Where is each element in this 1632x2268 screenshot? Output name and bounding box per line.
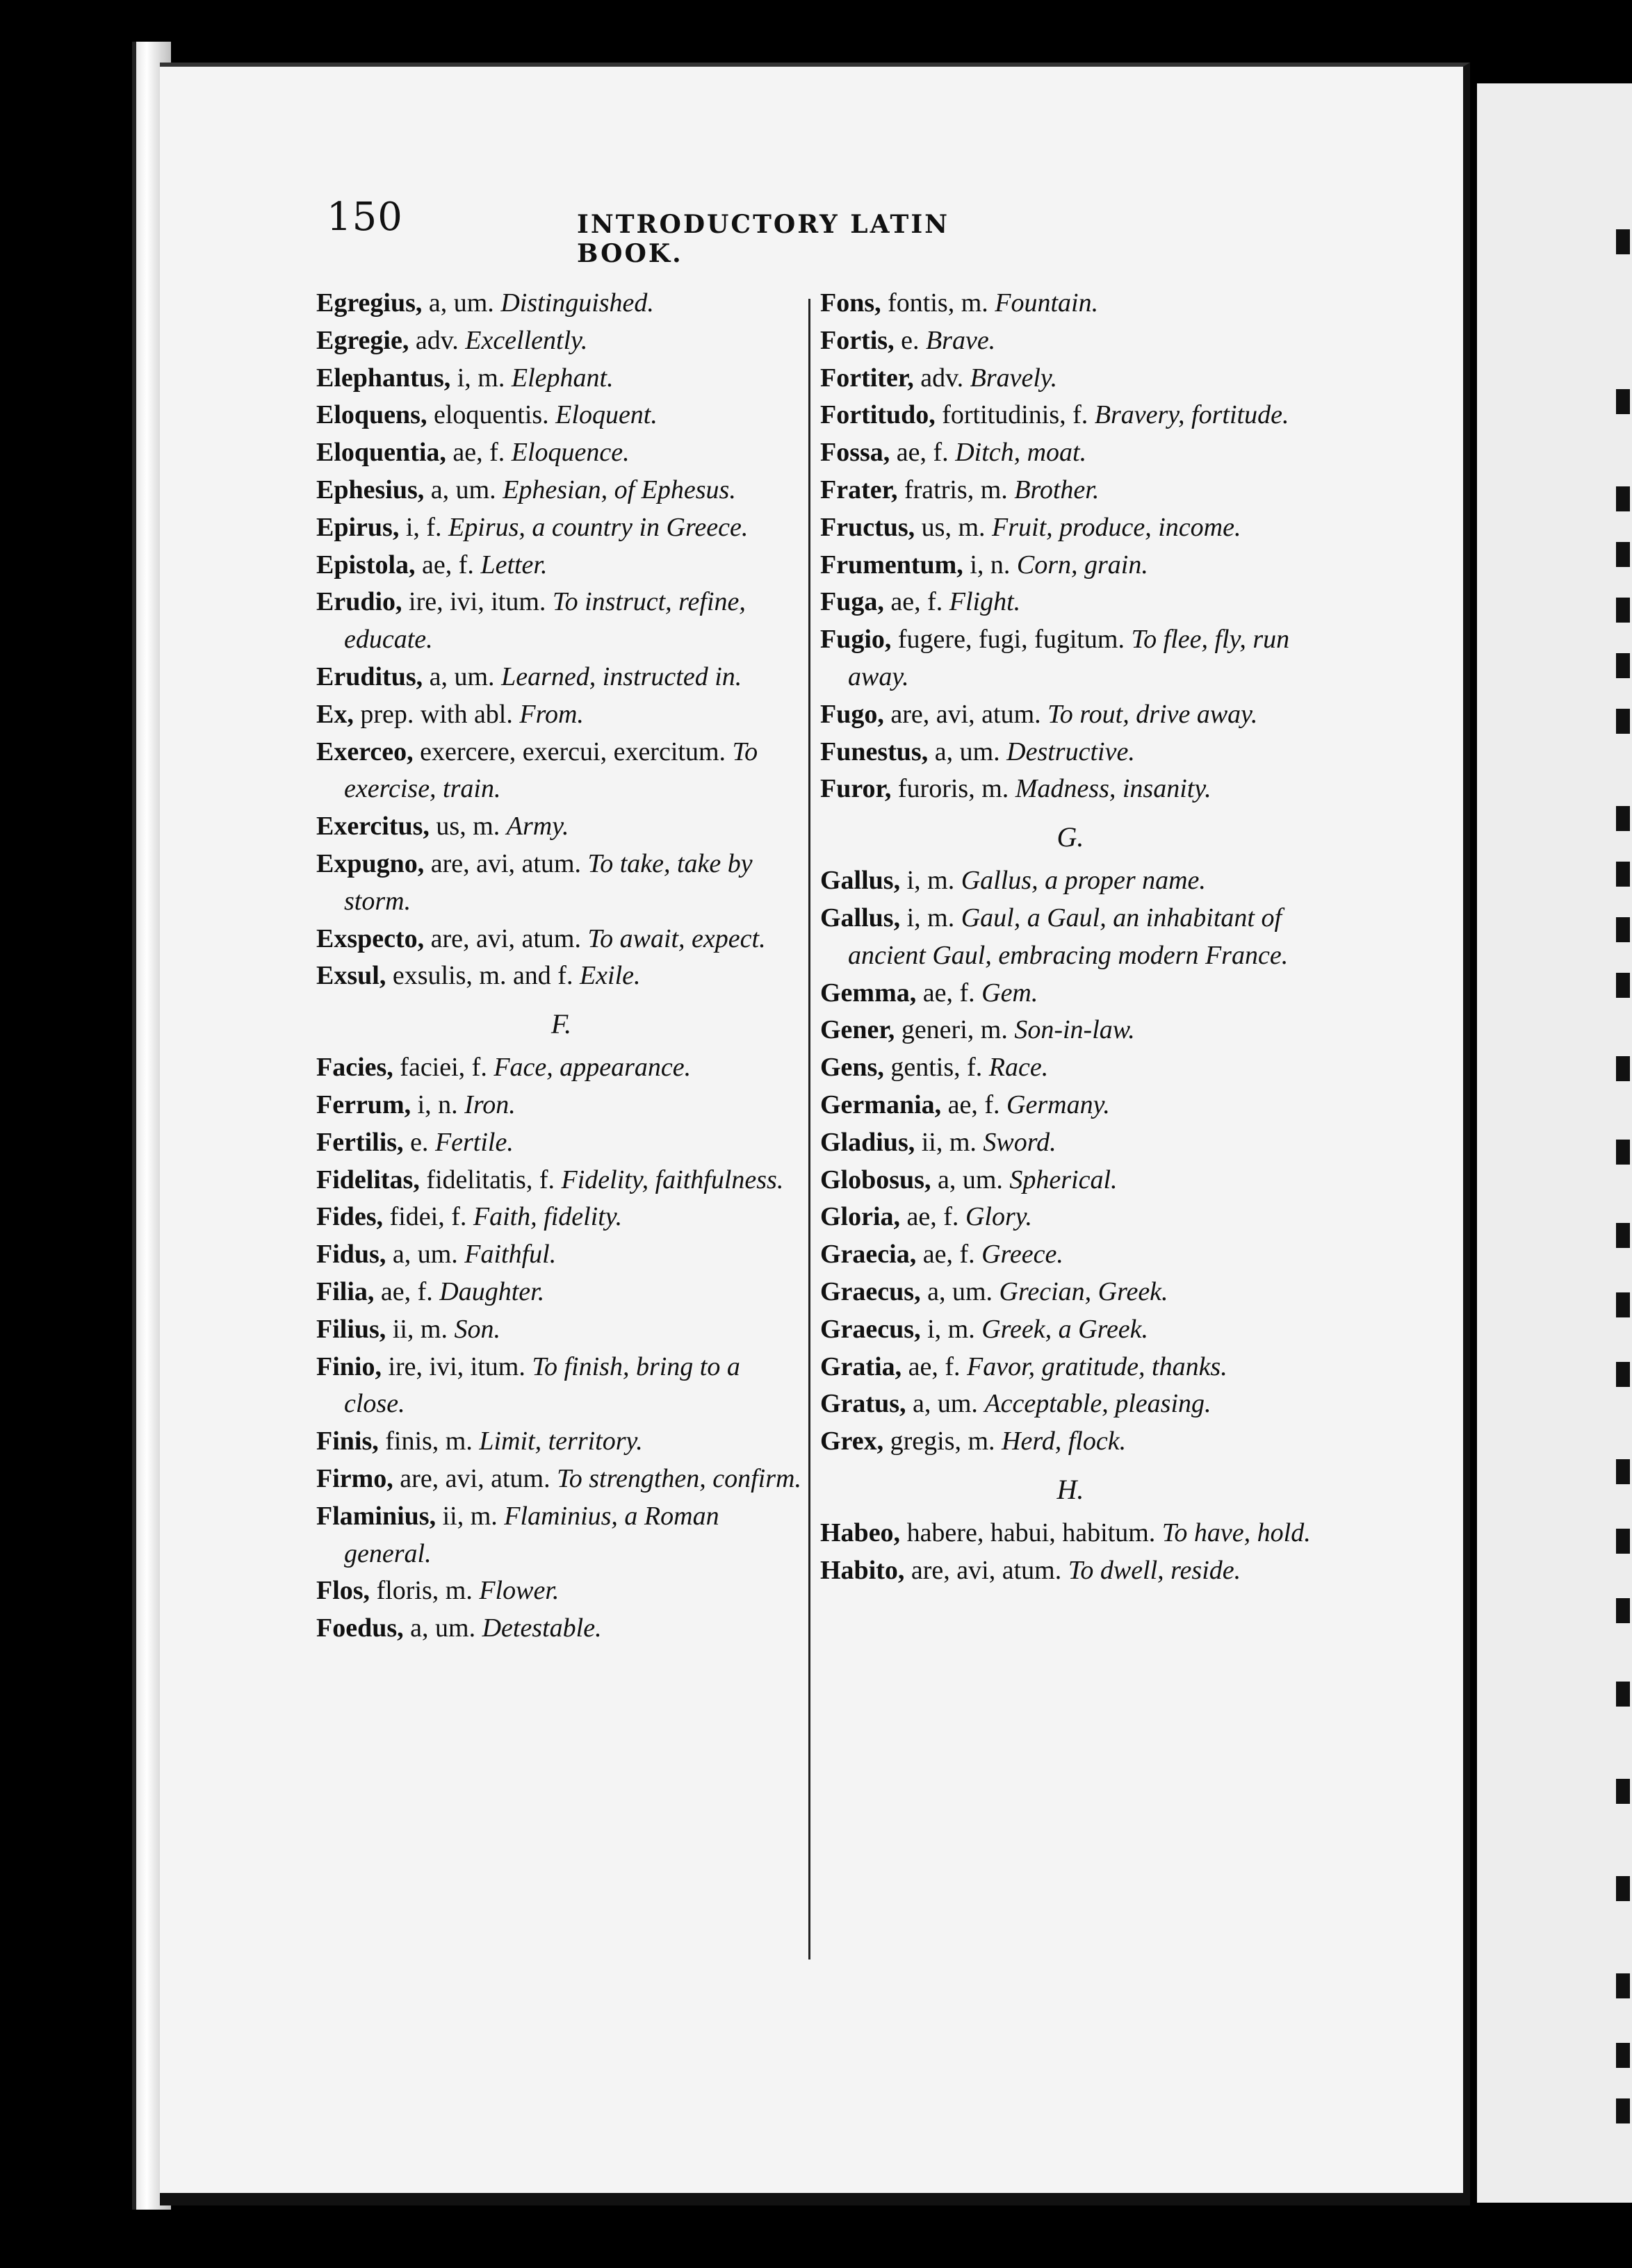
dictionary-entry — [316, 1274, 806, 1311]
definition: Distinguished. — [500, 288, 654, 318]
definition: Excellently. — [465, 325, 588, 355]
headword: Germania, — [820, 1090, 942, 1119]
definition: Favor, gratitude, thanks. — [967, 1351, 1227, 1381]
dictionary-entry — [820, 734, 1321, 771]
dictionary-entry — [316, 434, 806, 472]
definition: Flower. — [479, 1576, 560, 1606]
definition: Spherical. — [1009, 1165, 1118, 1194]
grammar-info: a, um. — [428, 288, 494, 318]
grammar-info: ii, m. — [442, 1501, 498, 1531]
facing-page-glyph — [1616, 653, 1630, 678]
grammar-info: ae, f. — [890, 587, 943, 617]
dictionary-entry — [316, 584, 806, 659]
grammar-info: furoris, m. — [897, 774, 1009, 804]
definition: To exercise, train. — [344, 737, 758, 804]
grammar-info: ae, f. — [922, 1240, 975, 1269]
definition: Brave. — [925, 325, 996, 355]
headword: Elephantus, — [316, 363, 451, 393]
grammar-info: i, m. — [927, 1314, 975, 1344]
facing-page-glyph — [1616, 917, 1630, 942]
definition: Iron. — [464, 1090, 516, 1119]
facing-page-glyph — [1616, 2098, 1630, 2123]
dictionary-entry — [316, 1572, 806, 1610]
facing-page-glyph — [1616, 1973, 1630, 1998]
grammar-info: fratris, m. — [904, 475, 1008, 504]
definition: To dwell, reside. — [1068, 1555, 1241, 1585]
headword: Fugo, — [820, 699, 884, 729]
grammar-info: adv. — [415, 325, 459, 355]
grammar-info: ire, ivi, itum. — [388, 1351, 525, 1381]
dictionary-entry — [820, 621, 1321, 696]
facing-page-glyph — [1616, 1876, 1630, 1901]
headword: Eloquentia, — [316, 438, 446, 468]
facing-page-glyph — [1616, 229, 1630, 254]
headword: Flaminius, — [316, 1501, 436, 1531]
definition: Madness, insanity. — [1015, 774, 1211, 804]
right-column — [820, 285, 1321, 1590]
headword: Ex, — [316, 699, 354, 729]
headword: Expugno, — [316, 848, 425, 878]
grammar-info: fugere, fugi, fugitum. — [897, 625, 1125, 655]
dictionary-entry — [820, 975, 1321, 1012]
grammar-info: i, m. — [906, 903, 955, 932]
definition: Faith, fidelity. — [473, 1202, 623, 1232]
facing-page-glyph — [1616, 1140, 1630, 1165]
grammar-info: faciei, f. — [400, 1053, 487, 1083]
definition: Elephant. — [511, 363, 614, 393]
column-divider — [808, 299, 810, 1959]
dictionary-entry — [820, 1236, 1321, 1274]
grammar-info: a, um. — [927, 1276, 993, 1306]
headword: Grex, — [820, 1427, 884, 1456]
dictionary-entry — [820, 547, 1321, 584]
definition: Exile. — [579, 961, 641, 991]
dictionary-entry — [316, 285, 806, 322]
grammar-info: a, um. — [430, 475, 496, 504]
headword: Ferrum, — [316, 1090, 411, 1119]
definition: Greek, a Greek. — [981, 1314, 1149, 1344]
dictionary-entry — [820, 1087, 1321, 1124]
definition: Detestable. — [482, 1613, 602, 1643]
facing-page-edge — [1477, 83, 1632, 2203]
definition: To await, expect. — [587, 923, 766, 953]
dictionary-entry — [316, 1162, 806, 1199]
grammar-info: fontis, m. — [888, 288, 988, 318]
section-letter: G. — [1056, 821, 1084, 853]
definition: Eloquence. — [511, 438, 630, 468]
headword: Erudio, — [316, 587, 402, 617]
dictionary-entry — [316, 397, 806, 434]
definition: Fidelity, faithfulness. — [561, 1165, 784, 1194]
dictionary-entry — [316, 696, 806, 734]
dictionary-entry — [820, 696, 1321, 734]
facing-page-glyph — [1616, 1779, 1630, 1804]
dictionary-entry — [820, 1311, 1321, 1349]
headword: Filia, — [316, 1276, 375, 1306]
dictionary-entry — [316, 1236, 806, 1274]
headword: Facies, — [316, 1053, 393, 1083]
grammar-info: a, um. — [429, 662, 495, 691]
grammar-info: finis, m. — [385, 1427, 473, 1456]
page-number: 150 — [327, 195, 403, 240]
facing-page-glyph — [1616, 598, 1630, 623]
headword: Ephesius, — [316, 475, 425, 504]
facing-page-glyph — [1616, 1223, 1630, 1248]
headword: Globosus, — [820, 1165, 931, 1194]
grammar-info: gregis, m. — [890, 1427, 995, 1456]
dictionary-entry — [820, 1162, 1321, 1199]
dictionary-entry — [316, 1087, 806, 1124]
dictionary-entry — [316, 547, 806, 584]
grammar-info: prep. with abl. — [360, 699, 513, 729]
grammar-info: adv. — [920, 363, 964, 393]
dictionary-entry — [316, 360, 806, 397]
definition: Son-in-law. — [1014, 1015, 1135, 1045]
dictionary-entry — [820, 1349, 1321, 1386]
headword: Gloria, — [820, 1202, 901, 1232]
grammar-info: fidei, f. — [389, 1202, 467, 1232]
dictionary-entry — [316, 322, 806, 360]
definition: From. — [519, 699, 584, 729]
definition: Bravely. — [970, 363, 1058, 393]
headword: Finis, — [316, 1427, 379, 1456]
dictionary-entry — [316, 958, 806, 995]
headword: Fortitudo, — [820, 400, 936, 430]
headword: Firmo, — [316, 1463, 393, 1493]
facing-page-glyph — [1616, 806, 1630, 831]
facing-page-glyph — [1616, 709, 1630, 734]
definition: Flaminius, a Roman general. — [344, 1501, 719, 1568]
dictionary-entry — [820, 509, 1321, 547]
headword: Egregie, — [316, 325, 409, 355]
grammar-info: ii, m. — [921, 1127, 977, 1157]
headword: Habeo, — [820, 1518, 901, 1547]
definition: To take, take by storm. — [344, 848, 753, 916]
dictionary-entry — [316, 1124, 806, 1162]
dictionary-entry — [820, 584, 1321, 621]
grammar-info: i, m. — [906, 866, 955, 896]
grammar-info: fortitudinis, f. — [942, 400, 1088, 430]
grammar-info: ae, f. — [452, 438, 505, 468]
dictionary-entry — [820, 360, 1321, 397]
definition: Gaul, a Gaul, an inhabitant of ancient Gaul, embracing modern France. — [848, 903, 1289, 970]
grammar-info: a, um. — [410, 1613, 476, 1643]
headword: Fugio, — [820, 625, 892, 655]
grammar-info: us, m. — [436, 812, 500, 841]
grammar-info: e. — [901, 325, 920, 355]
grammar-info: ae, f. — [922, 978, 975, 1008]
definition: Ephesian, of Ephesus. — [503, 475, 736, 504]
grammar-info: floris, m. — [376, 1576, 473, 1606]
grammar-info: a, um. — [392, 1240, 458, 1269]
facing-page-glyph — [1616, 1682, 1630, 1707]
dictionary-entry — [316, 1199, 806, 1236]
facing-page-glyph — [1616, 486, 1630, 511]
dictionary-entry — [820, 285, 1321, 322]
dictionary-entry — [316, 1461, 806, 1498]
grammar-info: gentis, f. — [890, 1053, 983, 1083]
definition: Flight. — [949, 587, 1021, 617]
definition: To strengthen, confirm. — [557, 1463, 801, 1493]
headword: Gratus, — [820, 1389, 906, 1419]
facing-page-glyph — [1616, 1292, 1630, 1317]
dictionary-entry — [316, 1610, 806, 1647]
facing-page-glyph — [1616, 542, 1630, 567]
definition: Corn, grain. — [1016, 550, 1148, 580]
definition: To instruct, refine, educate. — [344, 587, 746, 655]
headword: Flos, — [316, 1576, 370, 1606]
dictionary-entry — [316, 1049, 806, 1087]
definition: To finish, bring to a close. — [344, 1351, 740, 1419]
grammar-info: ii, m. — [392, 1314, 448, 1344]
headword: Eruditus, — [316, 662, 423, 691]
headword: Fossa, — [820, 438, 890, 468]
definition: Faithful. — [464, 1240, 557, 1269]
headword: Fertilis, — [316, 1127, 404, 1157]
section-letter: H. — [1056, 1473, 1084, 1505]
dictionary-entry — [316, 659, 806, 696]
grammar-info: are, avi, atum. — [430, 848, 582, 878]
headword: Gallus, — [820, 866, 901, 896]
definition: Learned, instructed in. — [501, 662, 742, 691]
grammar-info: a, um. — [937, 1165, 1003, 1194]
headword: Graecus, — [820, 1276, 921, 1306]
headword: Exsul, — [316, 961, 386, 991]
facing-page-glyph — [1616, 1056, 1630, 1081]
definition: Army. — [506, 812, 569, 841]
dictionary-entry — [820, 397, 1321, 434]
grammar-info: ae, f. — [380, 1276, 433, 1306]
definition: Germany. — [1006, 1090, 1110, 1119]
book-title: INTRODUCTORY LATIN BOOK. — [577, 210, 950, 268]
headword: Fons, — [820, 288, 881, 318]
definition: Fertile. — [434, 1127, 514, 1157]
headword: Epistola, — [316, 550, 416, 580]
definition: Son. — [454, 1314, 500, 1344]
grammar-info: are, avi, atum. — [430, 923, 581, 953]
dictionary-entry — [820, 1012, 1321, 1049]
headword: Fortis, — [820, 325, 895, 355]
grammar-info: eloquentis. — [433, 400, 549, 430]
definition: Fountain. — [995, 288, 1099, 318]
grammar-info: are, avi, atum. — [911, 1555, 1062, 1585]
headword: Furor, — [820, 774, 892, 804]
grammar-info: ire, ivi, itum. — [409, 587, 546, 617]
grammar-info: e. — [410, 1127, 429, 1157]
grammar-info: i, n. — [970, 550, 1011, 580]
facing-page-glyph — [1616, 1459, 1630, 1484]
headword: Gratia, — [820, 1351, 902, 1381]
grammar-info: ae, f. — [896, 438, 949, 468]
grammar-info: habere, habui, habitum. — [906, 1518, 1156, 1547]
definition: Gallus, a proper name. — [961, 866, 1206, 896]
grammar-info: exsulis, m. and f. — [392, 961, 573, 991]
definition: Brother. — [1014, 475, 1100, 504]
headword: Exspecto, — [316, 923, 425, 953]
dictionary-entry — [316, 1349, 806, 1424]
headword: Epirus, — [316, 512, 400, 542]
dictionary-entry — [820, 900, 1321, 975]
grammar-info: are, avi, atum. — [890, 699, 1041, 729]
dictionary-entry — [316, 1311, 806, 1349]
facing-page-glyph — [1616, 1529, 1630, 1554]
headword: Filius, — [316, 1314, 386, 1344]
headword: Fortiter, — [820, 363, 914, 393]
headword: Exerceo, — [316, 737, 414, 766]
dictionary-entry — [820, 322, 1321, 360]
dictionary-entry — [316, 734, 806, 809]
headword: Exercitus, — [316, 812, 430, 841]
dictionary-entry — [316, 1423, 806, 1461]
facing-page-glyph — [1616, 862, 1630, 887]
dictionary-entry — [820, 1515, 1321, 1552]
definition: Greece. — [981, 1240, 1063, 1269]
dictionary-entry — [820, 862, 1321, 900]
dictionary-entry — [820, 1552, 1321, 1590]
headword: Gladius, — [820, 1127, 915, 1157]
headword: Finio, — [316, 1351, 382, 1381]
headword: Foedus, — [316, 1613, 404, 1643]
definition: Eloquent. — [555, 400, 658, 430]
headword: Frumentum, — [820, 550, 963, 580]
dictionary-entry — [820, 1274, 1321, 1311]
grammar-info: generi, m. — [901, 1015, 1008, 1045]
definition: Race. — [988, 1053, 1049, 1083]
headword: Eloquens, — [316, 400, 427, 430]
facing-page-glyph — [1616, 1362, 1630, 1387]
headword: Frater, — [820, 475, 898, 504]
definition: To flee, fly, run away. — [848, 625, 1290, 691]
grammar-info: ae, f. — [906, 1202, 959, 1232]
dictionary-entry — [820, 1199, 1321, 1236]
left-column — [316, 285, 806, 1647]
headword: Fidelitas, — [316, 1165, 420, 1194]
dictionary-entry — [820, 472, 1321, 509]
definition: Acceptable, pleasing. — [984, 1389, 1211, 1419]
grammar-info: exercere, exercui, exercitum. — [420, 737, 726, 766]
grammar-info: fidelitatis, f. — [426, 1165, 555, 1194]
section-letter: F. — [550, 1008, 572, 1040]
grammar-info: ae, f. — [947, 1090, 1000, 1119]
headword: Egregius, — [316, 288, 423, 318]
definition: To rout, drive away. — [1047, 699, 1258, 729]
headword: Funestus, — [820, 737, 929, 766]
headword: Habito, — [820, 1555, 905, 1585]
definition: Glory. — [965, 1202, 1032, 1232]
headword: Graecus, — [820, 1314, 921, 1344]
definition: Grecian, Greek. — [999, 1276, 1168, 1306]
headword: Fidus, — [316, 1240, 386, 1269]
definition: Herd, flock. — [1002, 1427, 1127, 1456]
dictionary-entry — [316, 509, 806, 547]
dictionary-entry — [820, 771, 1321, 808]
dictionary-entry — [820, 1124, 1321, 1162]
grammar-info: i, m. — [457, 363, 505, 393]
dictionary-entry — [820, 434, 1321, 472]
running-head — [327, 195, 1050, 268]
definition: Fruit, produce, income. — [992, 512, 1241, 542]
grammar-info: ae, f. — [908, 1351, 961, 1381]
dictionary-entry — [316, 1498, 806, 1573]
facing-page-glyph — [1616, 973, 1630, 998]
definition: Daughter. — [439, 1276, 545, 1306]
definition: Limit, territory. — [479, 1427, 643, 1456]
definition: Ditch, moat. — [955, 438, 1087, 468]
definition: Face, appearance. — [493, 1053, 692, 1083]
grammar-info: us, m. — [921, 512, 986, 542]
definition: Gem. — [981, 978, 1038, 1008]
dictionary-entry — [820, 1386, 1321, 1423]
facing-page-glyph — [1616, 2043, 1630, 2068]
definition: Destructive. — [1006, 737, 1135, 766]
definition: Sword. — [983, 1127, 1056, 1157]
dictionary-entry — [316, 846, 806, 921]
headword: Gens, — [820, 1053, 884, 1083]
headword: Fructus, — [820, 512, 915, 542]
definition: Epirus, a country in Greece. — [448, 512, 749, 542]
grammar-info: ae, f. — [422, 550, 474, 580]
definition: Bravery, fortitude. — [1094, 400, 1289, 430]
headword: Fides, — [316, 1202, 384, 1232]
facing-page-glyph — [1616, 1598, 1630, 1623]
definition: Letter. — [480, 550, 548, 580]
headword: Gemma, — [820, 978, 917, 1008]
dictionary-entry — [316, 472, 806, 509]
dictionary-entry — [316, 921, 806, 958]
headword: Fuga, — [820, 587, 884, 617]
headword: Gallus, — [820, 903, 901, 932]
dictionary-entry — [820, 1423, 1321, 1461]
headword: Graecia, — [820, 1240, 917, 1269]
headword: Gener, — [820, 1015, 895, 1045]
dictionary-entry — [316, 808, 806, 846]
dictionary-entry — [820, 1049, 1321, 1087]
grammar-info: i, n. — [417, 1090, 458, 1119]
facing-page-glyph — [1616, 389, 1630, 414]
definition: To have, hold. — [1161, 1518, 1311, 1547]
grammar-info: a, um. — [934, 737, 1000, 766]
grammar-info: are, avi, atum. — [400, 1463, 550, 1493]
grammar-info: i, f. — [405, 512, 442, 542]
grammar-info: a, um. — [913, 1389, 978, 1419]
